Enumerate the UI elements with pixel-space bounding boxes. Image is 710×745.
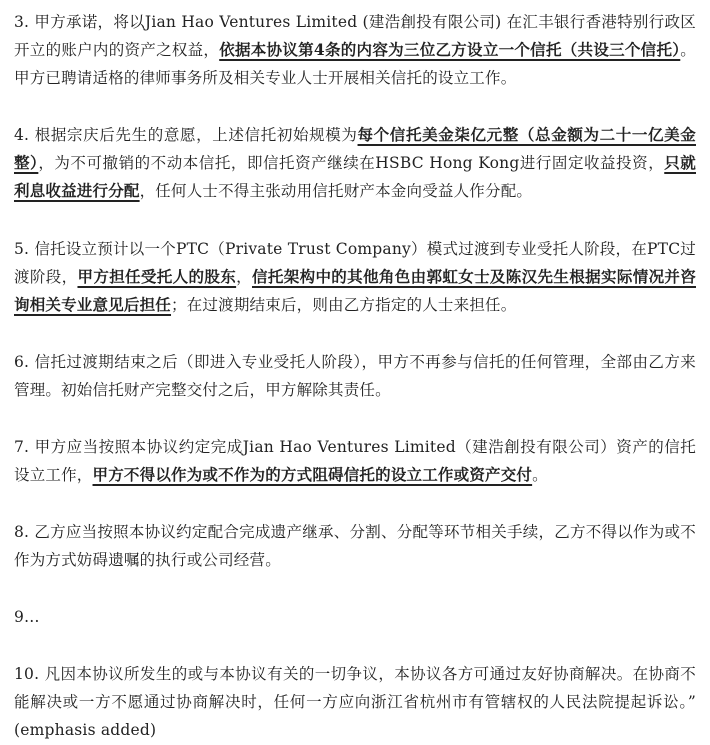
clause-3-text-2: 。甲方已聘请适格的律师事务所及相关专业人士开展相关信托的设立工作。 (14, 41, 696, 87)
clause-3-emphasis-1: 依据本协议第4条的内容为三位乙方设立一个信托（共设三个信托） (219, 40, 681, 59)
clause-4-emphasis-1: 每个信托美金柒亿元整（总金额为二十一亿美金整） (14, 125, 696, 172)
clause-7-text-2: 。 (532, 466, 548, 484)
clause-6: 6. 信托过渡期结束之后（即进入专业受托人阶段），甲方不再参与信托的任何管理，全部由乙方来管理。初始信托财产完整交付之后，甲方解除其责任。 (14, 353, 696, 399)
clause-4 (14, 121, 696, 205)
clause-9: 9… (14, 608, 40, 626)
clause-4-emphasis-2: 只就利息收益进行分配 (14, 153, 696, 200)
clause-7-emphasis-1: 甲方不得以作为或不作为的方式阻碍信托的设立工作或资产交付 (92, 465, 533, 484)
clause-8: 8. 乙方应当按照本协议约定配合完成遗产继承、分割、分配等环节相关手续，乙方不得以作为或不作为方式妨碍遗嘱的执行或公司经营。 (14, 523, 696, 569)
clause-5-text-2: ， (236, 268, 252, 286)
clause-3 (14, 8, 696, 92)
clause-5-text-1: 5. 信托设立预计以一个PTC（Private Trust Company）模式过渡到专业受托人阶段，在PTC过渡阶段， (14, 240, 696, 286)
clause-4-text-1: 4. 根据宗庆后先生的意愿，上述信托初始规模为 (14, 126, 358, 144)
clause-5-emphasis-2: 信托架构中的其他角色由郭虹女士及陈汉先生根据实际情况并咨询相关专业意见后担任 (14, 267, 696, 314)
clause-4-text-2: ，为不可撤销的不动本信托，即信托资产继续在HSBC Hong Kong进行固定收益投资， (38, 154, 665, 172)
clause-10: 10. 凡因本协议所发生的或与本协议有关的一切争议，本协议各方可通过友好协商解决。在协商不能解决或一方不愿通过协商解决时，任何一方应向浙江省杭州市有管辖权的人民法院提起诉讼。” (emphasis added) (14, 665, 696, 739)
clause-4-text-3: ，任何人士不得主张动用信托财产本金向受益人作分配。 (139, 182, 533, 200)
clause-3-text-1: 3. 甲方承诺，将以Jian Hao Ventures Limited (建浩創投有限公司) 在汇丰银行香港特别行政区开立的账户内的资产之权益， (14, 13, 696, 59)
clause-5-text-3: ；在过渡期结束后，则由乙方指定的人士来担任。 (171, 296, 517, 314)
clause-5 (14, 235, 696, 319)
clause-7 (14, 433, 696, 489)
clause-5-emphasis-1: 甲方担任受托人的股东 (77, 267, 237, 286)
clause-7-text-1: 7. 甲方应当按照本协议约定完成Jian Hao Ventures Limited（建浩創投有限公司）资产的信托设立工作， (14, 438, 696, 484)
